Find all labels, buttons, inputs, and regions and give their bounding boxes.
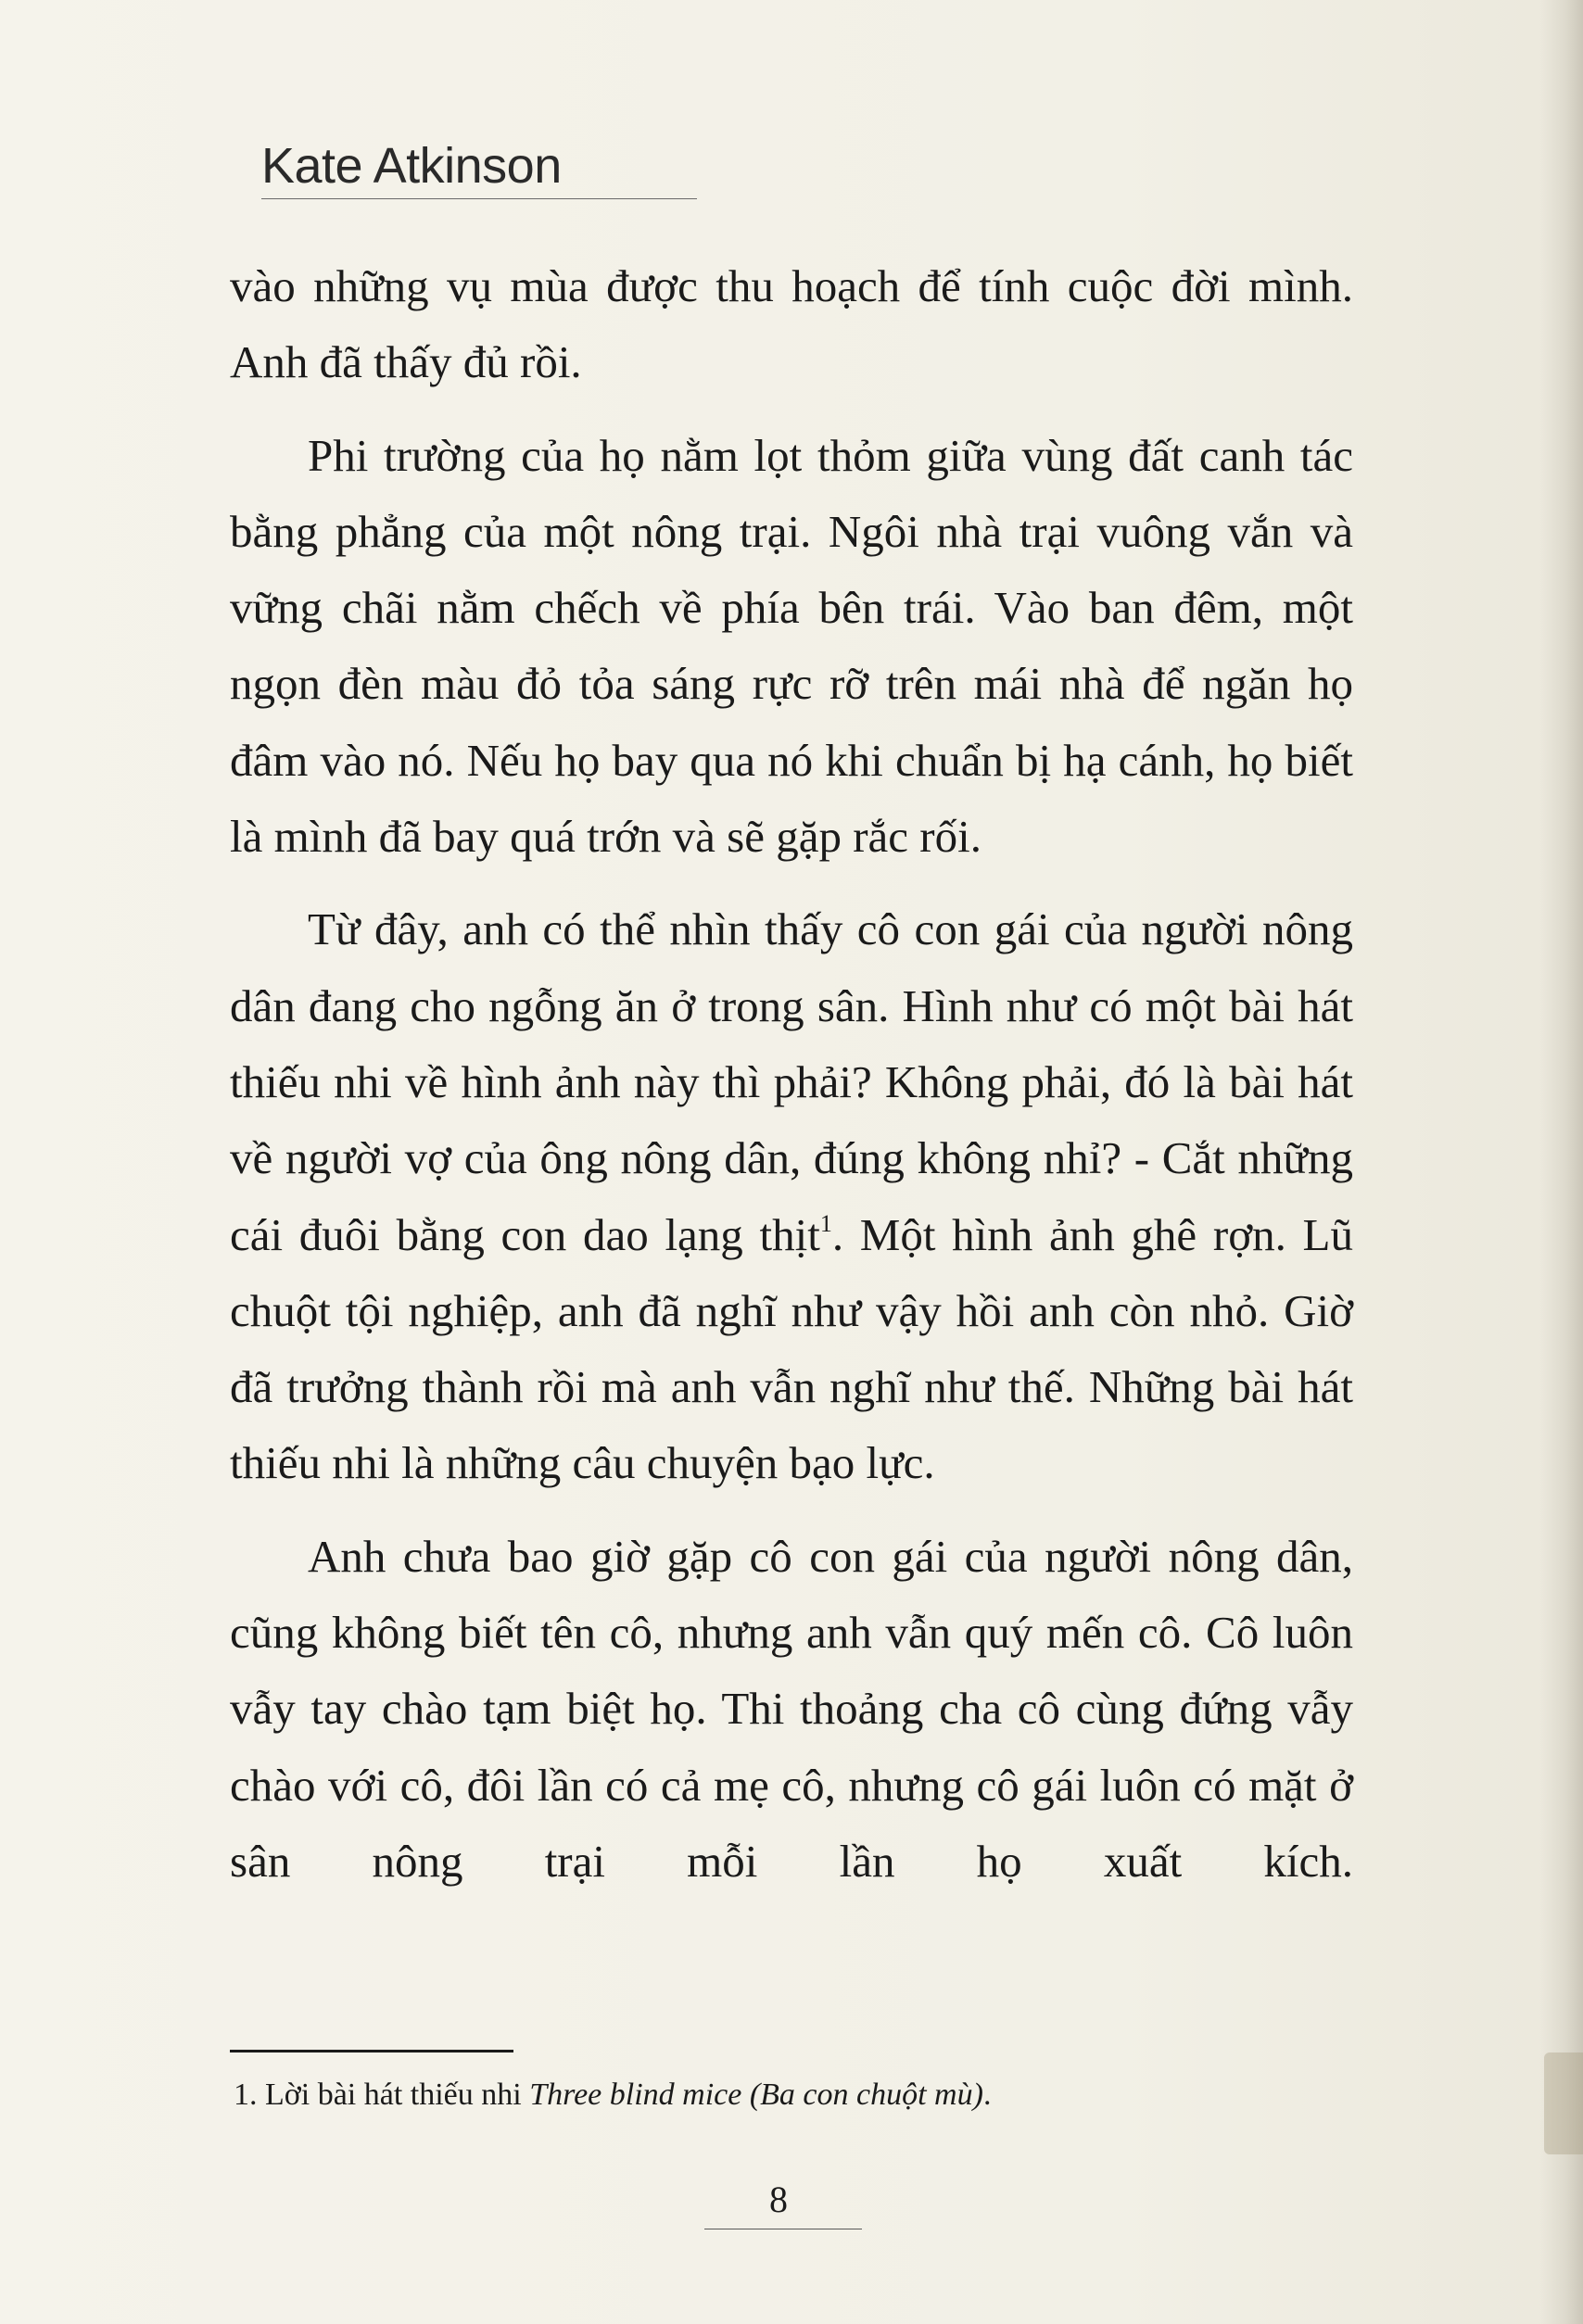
footnote-reference: 1 — [819, 1209, 832, 1237]
paragraph-3-after-note: . Một hình ảnh ghê rợn. Lũ chuột tội nghiệp, anh đã nghĩ như vậy hồi anh còn nhỏ. Giờ đã trưởng thành rồi mà anh vẫn nghĩ như thế. Những bài hát thiếu nhi là những câu chuyện bạo lực. — [230, 1208, 1353, 1489]
footnote-italic-title: Three blind mice (Ba con chuột mù) — [529, 2078, 983, 2112]
footnote — [234, 2074, 1364, 2116]
page-number: 8 — [769, 2179, 788, 2220]
paragraph-2: Phi trường của họ nằm lọt thỏm giữa vùng đất canh tác bằng phẳng của một nông trại. Ngôi nhà trại vuông vắn và vững chãi nằm chếch về phía bên trái. Vào ban đêm, một ngọn đèn màu đỏ tỏa sáng rực rỡ trên mái nhà để ngăn họ đâm vào nó. Nếu họ bay qua nó khi chuẩn bị hạ cánh, họ biết là mình đã bay quá trớn và sẽ gặp rắc rối. — [230, 429, 1353, 863]
page-edge-shadow — [1540, 0, 1583, 2324]
paragraph-4: Anh chưa bao giờ gặp cô con gái của người nông dân, cũng không biết tên cô, nhưng anh vẫn quý mến cô. Cô luôn vẫy tay chào tạm biệt họ. Thi thoảng cha cô cùng đứng vẫy chào với cô, đôi lần có cả mẹ cô, nhưng cô gái luôn có mặt ở sân nông trại mỗi lần họ xuất kích. — [230, 1530, 1353, 1887]
footnote-end: . — [982, 2078, 992, 2112]
paragraph-1: vào những vụ mùa được thu hoạch để tính cuộc đời mình. Anh đã thấy đủ rồi. — [230, 260, 1353, 388]
body-text — [230, 248, 1353, 1900]
footnote-text: Lời bài hát thiếu nhi — [265, 2078, 522, 2112]
running-header-author: Kate Atkinson — [261, 138, 562, 194]
footnote-rule — [230, 2050, 513, 2052]
paragraph-3 — [230, 891, 1353, 1501]
page-tab-mark — [1544, 2052, 1583, 2154]
footnote-marker: 1. — [234, 2078, 258, 2112]
paragraph-3-before-note: Từ đây, anh có thể nhìn thấy cô con gái của người nông dân đang cho ngỗng ăn ở trong sân. Hình như có một bài hát thiếu nhi về hình ảnh này thì phải? Không phải, đó là bài hát về người vợ của ông nông dân, đúng không nhỉ? - Cắt những cái đuôi bằng con dao lạng thịt — [230, 903, 1353, 1260]
header-rule — [261, 198, 697, 199]
